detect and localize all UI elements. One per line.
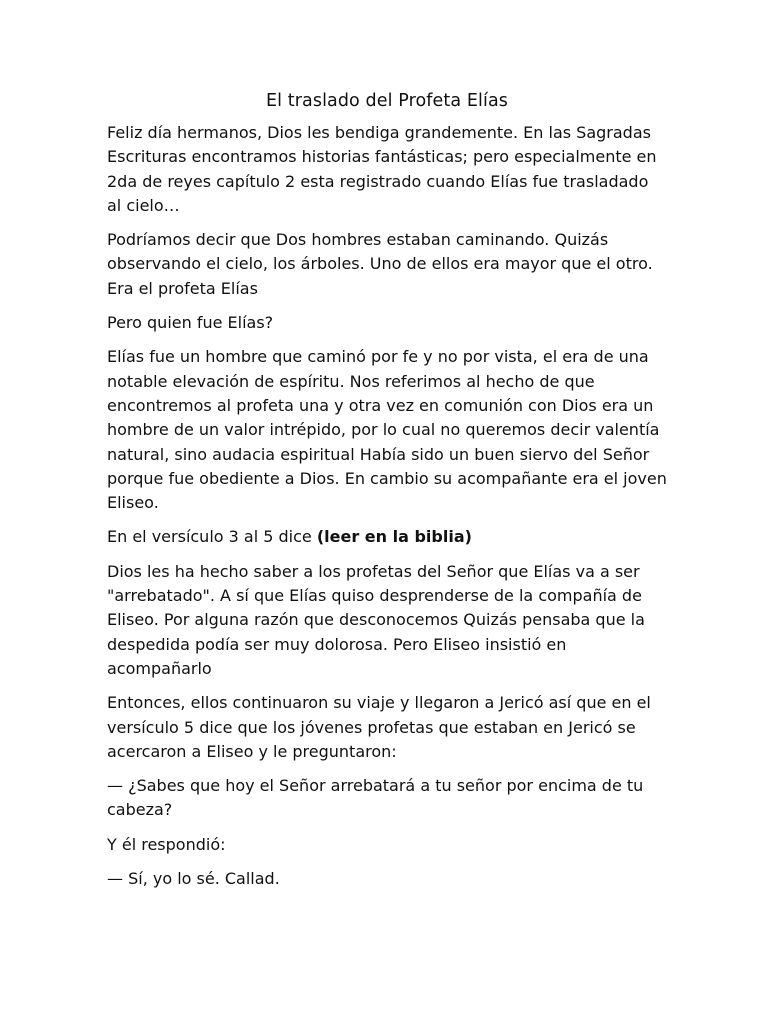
- paragraph-dialogue-answer: — Sí, yo lo sé. Callad.: [107, 869, 280, 889]
- paragraph-greeting: Feliz día hermanos, Dios les bendiga grandemente. En las Sagradas Escrituras encontramos historias fantásticas; pero especialmente en 2da de reyes capítulo 2 esta registrado cuando Elías fue trasladado al cielo…: [107, 123, 657, 215]
- paragraph-question: Pero quien fue Elías?: [107, 313, 274, 333]
- paragraph-arrebatado: Dios les ha hecho saber a los profetas del Señor que Elías va a ser "arrebatado". A sí que Elías quiso desprenderse de la compañía de Eliseo. Por alguna razón que desconocemos Quizás pensaba que la despedida podía ser muy dolorosa. Pero Eliseo insistió en acompañarlo: [107, 561, 645, 678]
- paragraph-dialogue-question: — ¿Sabes que hoy el Señor arrebatará a tu señor por encima de tu cabeza?: [107, 776, 644, 820]
- paragraph-jerico: Entonces, ellos continuaron su viaje y llegaron a Jericó así que en el versículo 5 dice que los jóvenes profetas que estaban en Jericó se acercaron a Eliseo y le preguntaron:: [107, 693, 651, 761]
- paragraph-reply-intro: Y él respondió:: [107, 834, 226, 854]
- verse-reference-text: En el versículo 3 al 5 dice: [107, 527, 317, 547]
- document-title: El traslado del Profeta Elías: [265, 91, 508, 111]
- document-body: [107, 88, 667, 901]
- verse-reference-bold: (leer en la biblia): [316, 527, 472, 547]
- paragraph-elias-description: Elías fue un hombre que caminó por fe y no por vista, el era de una notable elevación de espíritu. Nos referimos al hecho de que encontremos al profeta una y otra vez en comunión con Dios era un hombre de un valor intrépido, por lo cual no queremos decir valentía natural, sino audacia espiritual Había sido un buen siervo del Señor porque fue obediente a Dios. En cambio su acompañante era el joven Eliseo.: [107, 347, 667, 513]
- paragraph-two-men: Podríamos decir que Dos hombres estaban caminando. Quizás observando el cielo, los árboles. Uno de ellos era mayor que el otro. Era el profeta Elías: [107, 230, 653, 298]
- paragraph-verse-reference: [107, 525, 667, 549]
